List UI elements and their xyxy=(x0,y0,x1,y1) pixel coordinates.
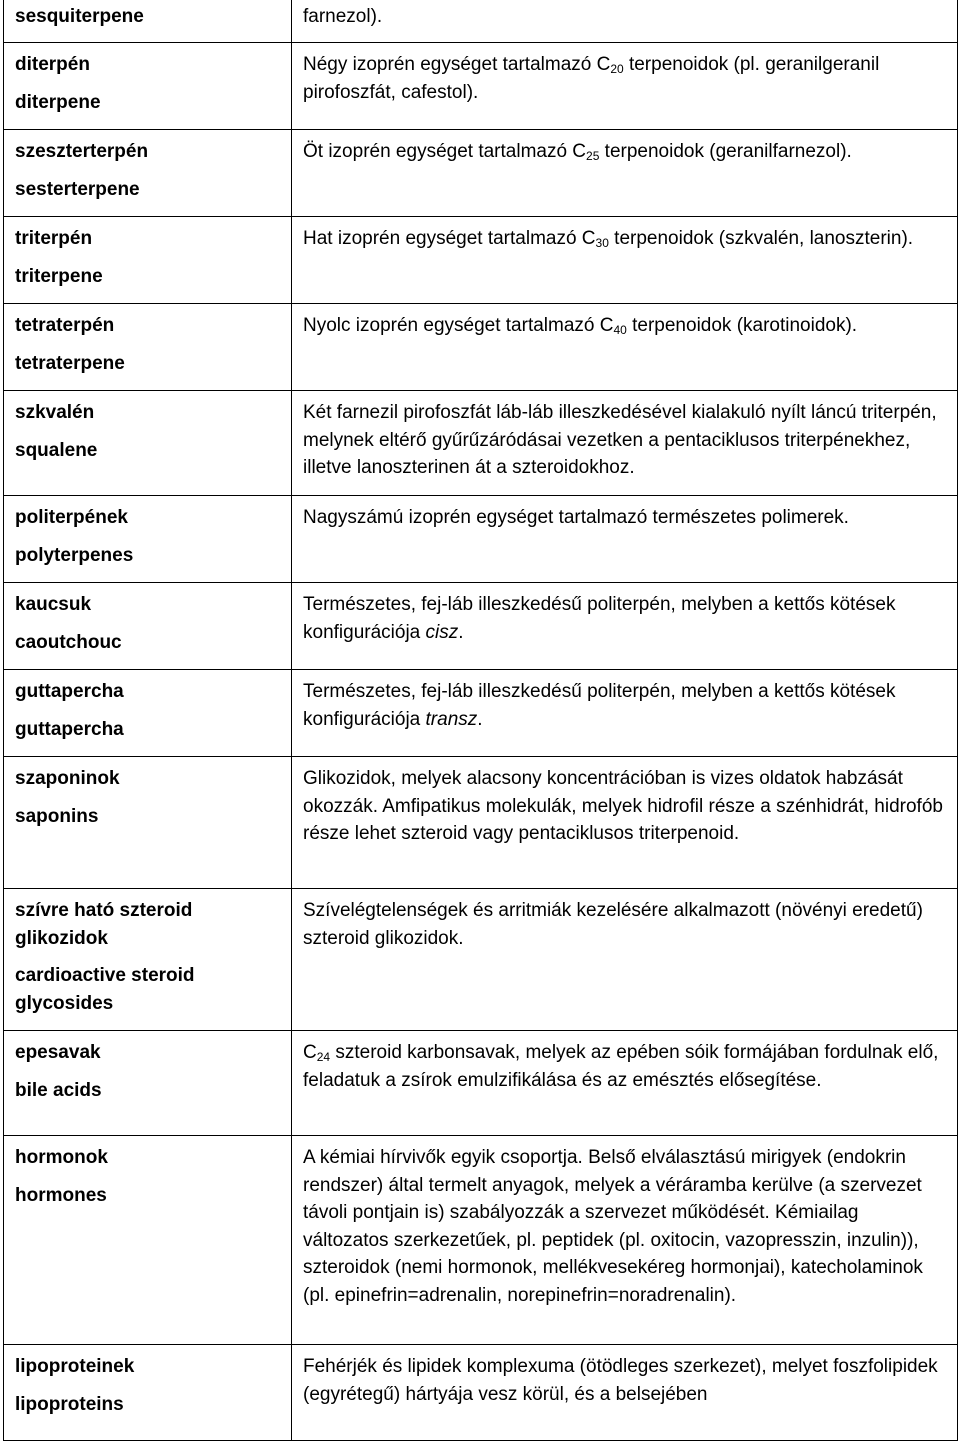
table-row xyxy=(4,889,958,1031)
definition-cell xyxy=(292,1031,958,1136)
definition-segment: terpenoidok (karotinoidok). xyxy=(626,315,858,336)
term-cell xyxy=(4,130,292,217)
term-english: cardioactive steroid glycosides xyxy=(15,965,195,1014)
definition-segment: Szívelégtelenségek és arritmiák kezelésére alkalmazott (növényi eredetű) szteroid glikozidok. xyxy=(303,900,923,949)
table-row xyxy=(4,496,958,583)
definition-cell xyxy=(292,670,958,757)
definition-segment: . xyxy=(458,621,464,643)
term-hungarian: szívre ható szteroid glikozidok xyxy=(15,900,193,949)
definition-text xyxy=(303,1039,947,1094)
definition-text xyxy=(303,51,947,106)
term-hungarian: hormonok xyxy=(15,1147,108,1168)
term-english: diterpene xyxy=(15,91,101,113)
definition-text xyxy=(303,3,947,31)
definition-text xyxy=(303,897,947,952)
table-row xyxy=(4,1031,958,1136)
definition-segment: farnezol). xyxy=(303,6,383,27)
subscript: 25 xyxy=(586,149,600,163)
definition-cell xyxy=(292,1345,958,1441)
table-row xyxy=(4,43,958,130)
italic-term: transz xyxy=(425,708,478,730)
definition-text xyxy=(303,225,947,253)
term-english: polyterpenes xyxy=(15,544,134,566)
table-row xyxy=(4,583,958,670)
glossary-body xyxy=(4,0,958,1441)
term-english: sesterterpene xyxy=(15,178,140,200)
subscript: 40 xyxy=(613,323,627,337)
term-english: bile acids xyxy=(15,1079,102,1101)
term-english: caoutchouc xyxy=(15,631,122,653)
table-row xyxy=(4,1136,958,1345)
table-row xyxy=(4,757,958,889)
glossary-table xyxy=(3,0,958,1441)
term-cell xyxy=(4,583,292,670)
term-cell xyxy=(4,670,292,757)
definition-segment: terpenoidok (pl. geranilgeranil pirofoszfát, cafestol). xyxy=(303,54,880,103)
definition-text xyxy=(303,1353,947,1408)
definition-text xyxy=(303,678,947,733)
term-english: tetraterpene xyxy=(15,352,125,374)
table-row xyxy=(4,0,958,43)
definition-cell xyxy=(292,0,958,43)
definition-cell xyxy=(292,391,958,496)
definition-text xyxy=(303,399,947,482)
definition-segment: terpenoidok (szkvalén, lanoszterin). xyxy=(608,228,914,249)
table-row xyxy=(4,1345,958,1441)
term-hungarian: sesquiterpene xyxy=(15,6,144,27)
definition-segment: Természetes, fej-láb illeszkedésű politerpén, melyben a kettős kötések konfigurációja xyxy=(303,594,896,643)
term-cell xyxy=(4,889,292,1031)
definition-text xyxy=(303,138,947,166)
term-hungarian: epesavak xyxy=(15,1042,101,1063)
term-english: guttapercha xyxy=(15,718,124,740)
definition-segment: Öt izoprén egységet tartalmazó C xyxy=(303,141,587,162)
definition-segment: Hat izoprén egységet tartalmazó C xyxy=(303,228,596,249)
term-hungarian: triterpén xyxy=(15,228,93,249)
definition-cell xyxy=(292,43,958,130)
term-cell xyxy=(4,43,292,130)
term-hungarian: szeszterterpén xyxy=(15,141,149,162)
term-hungarian: szkvalén xyxy=(15,402,95,423)
term-cell xyxy=(4,391,292,496)
definition-cell xyxy=(292,889,958,1031)
term-english: lipoproteins xyxy=(15,1393,124,1415)
definition-segment: Négy izoprén egységet tartalmazó C xyxy=(303,54,611,75)
table-row xyxy=(4,217,958,304)
definition-segment: terpenoidok (geranilfarnezol). xyxy=(599,141,852,162)
definition-segment: Természetes, fej-láb illeszkedésű politerpén, melyben a kettős kötések konfigurációja xyxy=(303,681,896,730)
definition-text xyxy=(303,1144,947,1309)
definition-cell xyxy=(292,217,958,304)
subscript: 30 xyxy=(595,236,609,250)
definition-text xyxy=(303,312,947,340)
definition-text xyxy=(303,504,947,532)
term-cell xyxy=(4,1031,292,1136)
term-cell xyxy=(4,304,292,391)
table-row xyxy=(4,391,958,496)
definition-cell xyxy=(292,757,958,889)
subscript: 20 xyxy=(610,62,624,76)
definition-segment: Glikozidok, melyek alacsony koncentrációban is vizes oldatok habzását okozzák. Amfipatikus molekulák, melyek hidrofil része a szénhidrát, hidrofób része lehet szteroid vagy pentaciklusos triterpenoid. xyxy=(303,768,943,844)
term-cell xyxy=(4,0,292,43)
definition-cell xyxy=(292,583,958,670)
definition-segment: Fehérjék és lipidek komplexuma (ötödleges szerkezet), melyet foszfolipidek (egyrétegű) hártyája vesz körül, és a belsejében xyxy=(303,1356,938,1405)
term-cell xyxy=(4,1345,292,1441)
term-hungarian: politerpének xyxy=(15,507,128,528)
definition-segment: C xyxy=(303,1042,317,1063)
term-english: saponins xyxy=(15,805,99,827)
definition-segment: . xyxy=(477,708,483,730)
term-cell xyxy=(4,496,292,583)
definition-segment: szteroid karbonsavak, melyek az epében sóik formájában fordulnak elő, feladatuk a zsírok emulzifikálása és az emésztés elősegítése. xyxy=(303,1042,939,1091)
term-english: hormones xyxy=(15,1184,107,1206)
term-hungarian: tetraterpén xyxy=(15,315,115,336)
italic-term: cisz xyxy=(425,621,459,643)
definition-segment: Két farnezil pirofoszfát láb-láb illeszkedésével kialakuló nyílt láncú triterpén, melynek eltérő gyűrűzáródásai vezetken a pentaciklusos triterpénekhez, illetve lanoszterinen át a szteroidokhoz. xyxy=(303,402,937,478)
term-english: triterpene xyxy=(15,265,103,287)
term-cell xyxy=(4,1136,292,1345)
definition-segment: A kémiai hírvivők egyik csoportja. Belső elválasztású mirigyek (endokrin rendszer) által termelt anyagok, melyek a véráramba kerülve (a szervezet távoli pontjain is) szabályozzák a szervezet működését. Kémiailag változatos szerkezetűek, pl. peptidek (pl. oxitocin, vazopresszin, inzulin)), szteroidok (nemi hormonok, mellékvesekéreg hormonjai), katecholaminok (pl. epinefrin=adrenalin, norepinefrin=noradrenalin). xyxy=(303,1147,923,1306)
definition-segment: Nagyszámú izoprén egységet tartalmazó természetes polimerek. xyxy=(303,507,849,528)
term-cell xyxy=(4,217,292,304)
definition-text xyxy=(303,765,947,848)
table-row xyxy=(4,304,958,391)
definition-cell xyxy=(292,1136,958,1345)
definition-cell xyxy=(292,304,958,391)
term-english: squalene xyxy=(15,439,98,461)
term-hungarian: diterpén xyxy=(15,54,90,75)
definition-cell xyxy=(292,496,958,583)
definition-cell xyxy=(292,130,958,217)
table-row xyxy=(4,130,958,217)
table-row xyxy=(4,670,958,757)
subscript: 24 xyxy=(316,1050,331,1064)
term-hungarian: kaucsuk xyxy=(15,594,92,615)
term-hungarian: szaponinok xyxy=(15,768,120,789)
term-cell xyxy=(4,757,292,889)
term-hungarian: guttapercha xyxy=(15,681,124,702)
definition-segment: Nyolc izoprén egységet tartalmazó C xyxy=(303,315,614,336)
definition-text xyxy=(303,591,947,646)
term-hungarian: lipoproteinek xyxy=(15,1356,135,1377)
